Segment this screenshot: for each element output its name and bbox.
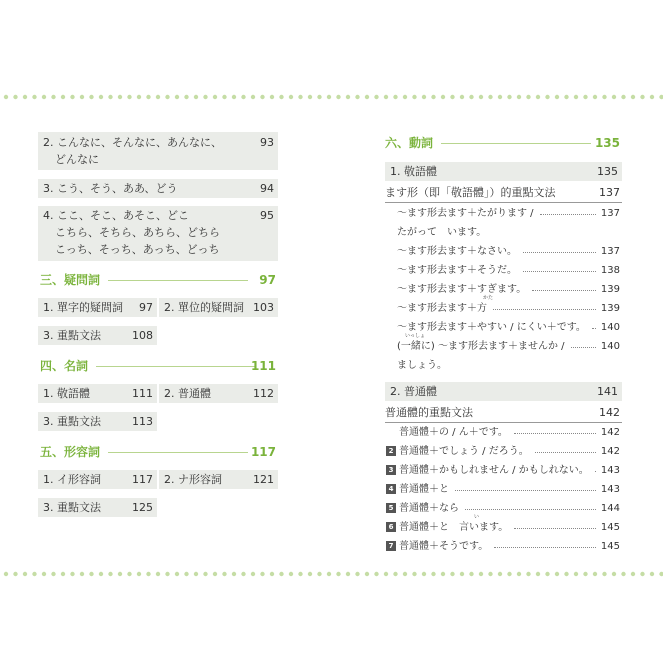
leader-dots [455,490,596,491]
leader-dots [540,214,596,215]
dot [222,572,226,576]
page-number: 111 [132,387,153,400]
dot [127,572,131,576]
dot [659,95,663,99]
dot [621,95,625,99]
page-number: 139 [600,284,620,295]
dot [403,95,407,99]
page-number: 140 [600,322,620,333]
dot [450,572,454,576]
dot [346,572,350,576]
toc-entry-label: 2. 單位的疑問詞 [164,301,244,314]
dot [602,95,606,99]
subsection-title: 普通體的重點文法 [385,406,473,419]
leader-dots [514,433,596,434]
number-badge: 7 [386,541,396,551]
dot [384,572,388,576]
leader-dots [535,452,596,453]
dot [507,95,511,99]
dot [4,95,8,99]
dot [165,572,169,576]
page-number: 137 [599,186,620,199]
toc-entry-text: 〜ます形去ます＋なさい。 [397,246,517,257]
toc-entry-label: 3. 重點文法 [43,415,101,428]
dot [583,95,587,99]
toc-entry-keigo[interactable] [38,384,157,403]
leader-line [108,280,248,281]
leader-dots [523,271,596,272]
dot [137,572,141,576]
toc-entry-masu-2[interactable] [397,223,620,242]
dot [574,95,578,99]
dot [213,95,217,99]
dot [336,572,340,576]
page-number: 145 [600,522,620,533]
page-number: 95 [260,209,274,222]
dot [640,95,644,99]
dot [70,572,74,576]
page-number: 137 [600,208,620,219]
section-title: 四、名詞 [40,359,89,373]
dot [13,572,17,576]
dot [555,572,559,576]
dot [526,572,530,576]
dot [308,95,312,99]
dot [279,572,283,576]
top-dot-border [0,94,663,100]
dot [23,95,27,99]
leader-dots [571,347,596,348]
page-number: 139 [600,303,620,314]
dot [650,572,654,576]
dot [355,572,359,576]
dot [260,95,264,99]
page-number: 97 [259,273,276,287]
dot [564,572,568,576]
dot [260,572,264,576]
page-number: 140 [600,341,620,352]
page-number: 117 [250,445,276,459]
section-title: 六、動詞 [385,136,434,150]
page-number: 125 [132,501,153,514]
toc-entry-line: 4. ここ、そこ、あそこ、どこ [43,209,189,222]
dot [498,572,502,576]
page-number: 111 [250,359,276,373]
leader-line [441,143,591,144]
leader-dots [523,252,596,253]
leader-line [96,366,256,367]
dot [108,572,112,576]
dot [13,95,17,99]
subsection-futsuu-grammar[interactable] [385,404,622,423]
toc-entry-konnani[interactable] [38,132,278,170]
dot [118,95,122,99]
page-number: 142 [600,427,620,438]
toc-entry-text: 普通體＋そうです。 [399,541,489,552]
page-number: 141 [597,385,618,398]
dot [412,572,416,576]
dot [61,95,65,99]
dot [194,95,198,99]
toc-entry-grammar[interactable] [38,412,157,431]
page-number: 135 [597,165,618,178]
section-heading-verbs[interactable] [385,133,622,153]
dot [355,95,359,99]
page-number: 144 [600,503,620,514]
number-badge: 4 [386,484,396,494]
dot [422,95,426,99]
toc-entry-text: 〜ます形去ます＋たがります / [397,208,534,219]
furigana: い [474,514,480,520]
dot [32,95,36,99]
page-number: 94 [260,182,274,195]
page-number: 137 [600,246,620,257]
dot [156,95,160,99]
section-heading-nouns[interactable] [40,356,278,376]
toc-entry-text: 〜ます形去ます＋方 [397,303,487,314]
page-number: 117 [132,473,153,486]
page-number: 112 [253,387,274,400]
toc-entry-label: 2. ナ形容詞 [164,473,222,486]
page-number: 142 [600,446,620,457]
number-badge: 6 [386,522,396,532]
toc-entry-futsuu[interactable] [385,382,622,401]
dot [517,572,521,576]
dot [241,95,245,99]
dot [222,95,226,99]
dot [517,95,521,99]
toc-entry-text: 〜ます形去ます＋やすい / にくい＋です。 [397,322,586,333]
dot [612,95,616,99]
toc-entry-line: こちら、そちら、あちら、どちら [55,226,220,239]
dot [127,95,131,99]
dot [289,572,293,576]
toc-entry-label: 1. 敬語體 [43,387,90,400]
toc-entry-masu-6[interactable] [397,295,620,318]
dot [574,572,578,576]
dot [289,95,293,99]
leader-dots [514,528,596,529]
dot [279,95,283,99]
toc-entry-text: たがって います。 [397,227,487,238]
section-title: 三、疑問詞 [40,273,101,287]
dot [374,572,378,576]
toc-entry-grammar[interactable] [38,498,157,517]
page-number: 145 [600,541,620,552]
dot [365,95,369,99]
dot [403,572,407,576]
dot [441,572,445,576]
section-heading-interrogatives[interactable] [40,270,278,290]
dot [650,95,654,99]
dot [431,572,435,576]
toc-row [38,470,278,489]
toc-entry-na-adjective[interactable] [159,470,278,489]
dot [422,572,426,576]
dot [384,95,388,99]
dot [241,572,245,576]
dot [80,572,84,576]
page-number: 93 [260,136,274,149]
toc-entry-keigo[interactable] [385,162,622,181]
dot [213,572,217,576]
dot [270,95,274,99]
leader-line [108,452,248,453]
dot [61,572,65,576]
dot [621,572,625,576]
toc-entry-text: 普通體＋と 言います。 [399,522,509,533]
dot [393,95,397,99]
dot [165,95,169,99]
page-number: 103 [253,301,274,314]
number-badge: 5 [386,503,396,513]
page-number: 113 [132,415,153,428]
dot [602,572,606,576]
bottom-dot-border [0,571,663,577]
dot [631,95,635,99]
subsection-title: ます形（即「敬語體」）的重點文法 [385,186,556,199]
dot [441,95,445,99]
dot [450,95,454,99]
toc-entry-masu-3[interactable] [397,242,620,261]
section-heading-adjectives[interactable] [40,442,278,462]
leader-dots [465,509,596,510]
number-badge: 2 [386,446,396,456]
dot [99,95,103,99]
toc-entry-text: 〜ます形去ます＋そうだ。 [397,265,517,276]
dot [194,572,198,576]
toc-entry-masu-7[interactable] [397,318,620,337]
toc-entry-futsuu[interactable] [159,384,278,403]
toc-entry-label: 3. 重點文法 [43,329,101,342]
dot [89,95,93,99]
dot [431,95,435,99]
dot [659,572,663,576]
dot [488,95,492,99]
toc-entry-text: 普通體＋なら [399,503,459,514]
dot [555,95,559,99]
dot [593,572,597,576]
dot [146,95,150,99]
dot [488,572,492,576]
toc-entry-kou[interactable] [38,179,278,198]
toc-entry-masu-9[interactable] [397,356,620,375]
dot [545,95,549,99]
toc-entry-masu-1[interactable] [397,204,620,223]
dot [203,95,207,99]
leader-dots [592,328,596,329]
page-number: 143 [600,484,620,495]
dot [156,572,160,576]
toc-entry-i-adjective[interactable] [38,470,157,489]
toc-entry-line: どんなに [55,153,99,166]
toc-entry-label: 2. 普通體 [164,387,211,400]
page-number: 142 [599,406,620,419]
page-number: 135 [594,136,620,150]
dot [564,95,568,99]
toc-entry-grammar[interactable] [38,326,157,345]
toc-entry-text: 普通體＋の / ん＋です。 [399,427,508,438]
toc-entry-line: 2. こんなに、そんなに、あんなに、 [43,136,222,149]
number-badge: 3 [386,465,396,475]
dot [412,95,416,99]
toc-entry-text: 普通體＋かもしれません / かもしれない。 [399,465,589,476]
dot [175,572,179,576]
dot [4,572,8,576]
toc-entry-text: (一緒に) 〜ます形去ます＋ませんか / [397,341,565,352]
toc-entry-line: こっち、そっち、あっち、どっち [55,243,220,256]
toc-entry-text: ましょう。 [397,360,447,371]
dot [479,95,483,99]
leader-dots [494,547,596,548]
dot [137,95,141,99]
dot [479,572,483,576]
dot [460,572,464,576]
dot [51,95,55,99]
toc-entry-text: 普通體＋と [399,484,449,495]
dot [393,572,397,576]
dot [108,95,112,99]
toc-row [38,298,278,317]
dot [232,572,236,576]
toc-entry-label: 1. 單字的疑問詞 [43,301,123,314]
dot [251,95,255,99]
dot [203,572,207,576]
toc-entry-masu-8[interactable] [397,333,620,356]
toc-entry-word-interrogatives[interactable] [38,298,157,317]
dot [42,95,46,99]
toc-entry-label: 1. イ形容詞 [43,473,101,486]
dot [327,95,331,99]
dot [536,95,540,99]
dot [80,95,84,99]
toc-entry-masu-4[interactable] [397,261,620,280]
dot [317,95,321,99]
dot [365,572,369,576]
toc-entry-unit-interrogatives[interactable] [159,298,278,317]
dot [327,572,331,576]
page-number: 121 [253,473,274,486]
dot [270,572,274,576]
toc-entry-text: 〜ます形去ます＋すぎます。 [397,284,527,295]
furigana: かた [483,295,494,301]
dot [118,572,122,576]
dot [32,572,36,576]
dot [346,95,350,99]
dot [251,572,255,576]
dot [146,572,150,576]
dot [42,572,46,576]
page-number: 97 [139,301,153,314]
dot [184,95,188,99]
dot [507,572,511,576]
dot [536,572,540,576]
leader-dots [595,471,596,472]
page-number: 138 [600,265,620,276]
toc-entry-label: 3. 重點文法 [43,501,101,514]
dot [184,572,188,576]
dot [640,572,644,576]
dot [298,95,302,99]
dot [70,95,74,99]
subsection-masu-grammar[interactable] [385,184,622,203]
leader-dots [532,290,596,291]
page-number: 108 [132,329,153,342]
toc-row [38,384,278,403]
section-title: 五、形容詞 [40,445,101,459]
dot [631,572,635,576]
dot [498,95,502,99]
dot [593,95,597,99]
dot [232,95,236,99]
dot [99,572,103,576]
dot [526,95,530,99]
furigana: いっしょ [405,333,426,339]
dot [51,572,55,576]
dot [469,95,473,99]
dot [89,572,93,576]
leader-dots [493,309,596,310]
toc-entry-label: 1. 敬語體 [390,165,437,178]
toc-entry-label: 2. 普通體 [390,385,437,398]
toc-entry-masu-5[interactable] [397,280,620,299]
dot [545,572,549,576]
toc-entry-text: 普通體＋でしょう / だろう。 [399,446,529,457]
dot [298,572,302,576]
dot [583,572,587,576]
dot [374,95,378,99]
dot [317,572,321,576]
toc-entry-koko[interactable] [38,206,278,261]
dot [469,572,473,576]
dot [308,572,312,576]
dot [460,95,464,99]
dot [336,95,340,99]
toc-entry-label: 3. こう、そう、ああ、どう [43,182,178,195]
page-number: 143 [600,465,620,476]
dot [175,95,179,99]
dot [612,572,616,576]
dot [23,572,27,576]
